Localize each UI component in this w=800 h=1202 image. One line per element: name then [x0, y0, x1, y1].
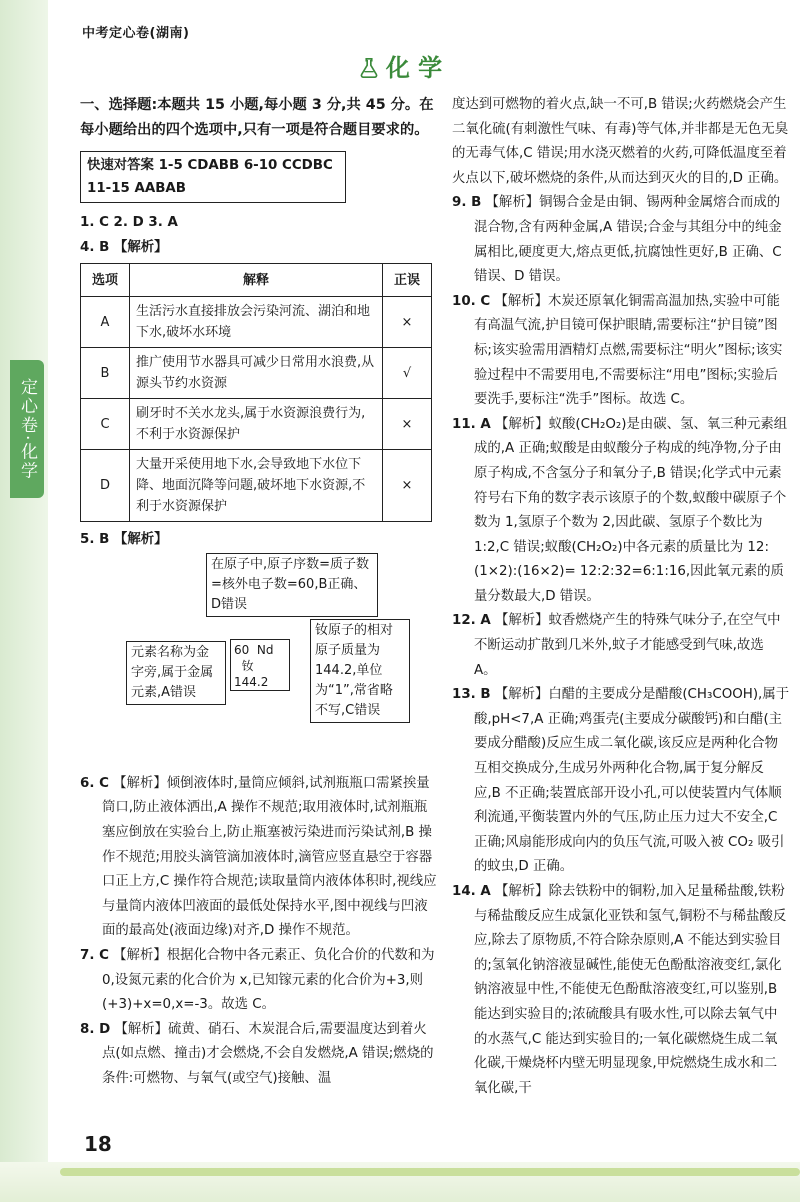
answer-text: 【解析】木炭还原氧化铜需高温加热,实验中可能有高温气流,护目镜可保护眼睛,需要标注“护目镜”图标;该实验需用酒精灯点燃,需要标注“明火”图标;该实验过程中不需要用电,不需要标注“用电”图标;实验后要洗手,要标注“洗手”图标。故选 C。 [474, 293, 783, 408]
answer-text: 【解析】倾倒液体时,量筒应倾斜,试剂瓶瓶口需紧挨量筒口,防止液体洒出,A 操作不规范;取用液体时,试剂瓶瓶塞应倒放在实验台上,防止瓶塞被污染进而污染试剂,B 操作不规范;用胶头滴管滴加液体时,滴管应竖直悬空于容器口正上方,C 操作符合规范;读取量筒内液体体积时,视线应与量筒内液体凹液面的最低处保持水平,图中视线与凹液面的最高处(液面边缘)对齐,D 操作不规范。 [102, 775, 437, 939]
answer-paragraph [80, 944, 440, 1018]
cell-mass: 144.2 [234, 674, 269, 689]
q1-3: 1. C 2. D 3. A [80, 215, 178, 230]
answer-paragraph [452, 880, 790, 1101]
answer-paragraph [80, 772, 440, 944]
left-margin-strip [0, 0, 48, 1202]
table-cell-mark: √ [383, 348, 432, 399]
diagram-left-box: 元素名称为金字旁,属于金属元素,A错误 [126, 641, 226, 705]
answer-text: 【解析】白醋的主要成分是醋酸(CH₃COOH),属于酸,pH<7,A 正确;鸡蛋壳(主要成分碳酸钙)和白醋(主要成分醋酸)反应生成二氧化碳,该反应是两种化合物互相交换成分,生成另外两种化合物,属于复分解反应,B 不正确;装置底部开设小孔,可以使装置内气体顺利流通,平衡装置内外的气压,防止压力过大不安全,C 正确;风扇能形成向内的负压气流,可吸入被 CO₂ 吸引的蚊虫,D 正确。 [474, 687, 790, 875]
flask-icon [358, 57, 380, 79]
table-cell-text: 推广使用节水器具可减少日常用水浪费,从源头节约水资源 [130, 348, 383, 399]
page-number: 18 [84, 1132, 112, 1156]
answer-paragraph [452, 413, 790, 610]
quick-answer-line1: 快速对答案 1-5 CDABB 6-10 CCDBC [87, 158, 333, 173]
answer-paragraph [452, 93, 790, 191]
element-diagram [80, 553, 440, 768]
question-number: 13. B [452, 687, 491, 703]
left-paragraphs [80, 772, 440, 1092]
question-number: 8. D [80, 1021, 111, 1037]
cell-name: 钕 [241, 658, 254, 673]
answer-paragraph [452, 191, 790, 289]
answer-paragraph [452, 290, 790, 413]
title-text: 化 学 [385, 54, 443, 82]
question-number: 11. A [452, 416, 491, 432]
answer-text: 【解析】铜锡合金是由铜、锡两种金属熔合而成的混合物,含有两种金属,A 错误;合金与其组分中的纯金属相比,硬度更大,熔点更低,抗腐蚀性更好,B 正确、C 错误、D 错误。 [474, 195, 782, 285]
table-row [81, 399, 432, 450]
answer-paragraph [452, 683, 790, 880]
diagram-right-box: 钕原子的相对原子质量为144.2,单位为“1”,常省略不写,C错误 [310, 619, 410, 723]
explanation-table [80, 263, 432, 522]
quick-answer-box [80, 151, 346, 203]
answer-text: 【解析】除去铁粉中的铜粉,加入足量稀盐酸,铁粉与稀盐酸反应生成氯化亚铁和氢气,铜粉不与稀盐酸反应,除去了原物质,不符合除杂原则,A 不能达到实验目的;氢氧化钠溶液显碱性,能使无色酚酞溶液变红,氯化钠溶液显中性,不能使无色酚酞溶液变红,可以鉴别,B 能达到实验目的;浓硫酸具有吸水性,可以除去氧气中的水蒸气,C 能达到实验目的;一氧化碳燃烧生成二氧化碳,干燥烧杯内壁无明显现象,甲烷燃烧生成水和二氧化碳,干 [474, 884, 787, 1096]
table-row [81, 450, 432, 522]
side-tab: 定心卷·化学 [10, 360, 44, 498]
section-heading: 一、选择题:本题共 15 小题,每小题 3 分,共 45 分。在每小题给出的四个选项中,只有一项是符合题目要求的。 [80, 97, 434, 138]
answer-text: 【解析】硫黄、硝石、木炭混合后,需要温度达到着火点(如点燃、撞击)才会燃烧,不会自发燃烧,A 错误;燃烧的条件:可燃物、与氧气(或空气)接触、温 [102, 1021, 434, 1086]
question-number: 9. B [452, 195, 482, 211]
left-column [80, 93, 440, 1092]
header-left: 中考定心卷(湖南) [82, 26, 190, 41]
element-cell [230, 639, 290, 691]
footer-band [0, 1162, 800, 1202]
answer-text: 【解析】蚊香燃烧产生的特殊气味分子,在空气中不断运动扩散到几米外,蚊子才能感受到气味,故选 A。 [474, 613, 781, 678]
answer-text: 【解析】根据化合物中各元素正、负化合价的代数和为 0,设氮元素的化合价为 x,已知镓元素的化合价为+3,则(+3)+x=0,x=-3。故选 C。 [102, 947, 435, 1013]
footer-bar [60, 1168, 800, 1176]
table-cell-text: 生活污水直接排放会污染河流、湖泊和地下水,破坏水环境 [130, 297, 383, 348]
table-cell-option: B [81, 348, 130, 399]
table-row [81, 297, 432, 348]
answer-text: 度达到可燃物的着火点,缺一不可,B 错误;火药燃烧会产生二氧化硫(有刺激性气味、有毒)等气体,并非都是无色无臭的无毒气体,C 错误;用水浇灭燃着的火药,可降低温度至着火点以下,破坏燃烧的条件,从而达到灭火的目的,D 正确。 [452, 97, 789, 186]
answer-paragraph [80, 1018, 440, 1092]
right-column [452, 93, 790, 1101]
cell-number: 60 [234, 642, 250, 657]
table-cell-option: A [81, 297, 130, 348]
table-row [81, 348, 432, 399]
table-header: 选项 [81, 264, 130, 297]
table-cell-mark: × [383, 399, 432, 450]
table-cell-mark: × [383, 450, 432, 522]
question-number: 7. C [80, 947, 109, 963]
table-header-row [81, 264, 432, 297]
table-cell-option: D [81, 450, 130, 522]
answer-paragraph [452, 609, 790, 683]
table-cell-option: C [81, 399, 130, 450]
table-header: 正误 [383, 264, 432, 297]
table-cell-mark: × [383, 297, 432, 348]
q4-head: 4. B 【解析】 [80, 239, 168, 255]
question-number: 14. A [452, 884, 491, 899]
quick-answer-line2: 11-15 AABAB [87, 181, 186, 196]
q5-head: 5. B 【解析】 [80, 532, 168, 548]
diagram-top-box: 在原子中,原子序数=质子数=核外电子数=60,B正确、D错误 [206, 553, 378, 617]
table-cell-text: 大量开采使用地下水,会导致地下水位下降、地面沉降等问题,破坏地下水资源,不利于水资源保护 [130, 450, 383, 522]
question-number: 12. A [452, 613, 491, 629]
answer-text: 【解析】蚁酸(CH₂O₂)是由碳、氢、氧三种元素组成的,A 正确;蚁酸是由蚁酸分子构成的纯净物,分子由原子构成,不含氢分子和氧分子,B 错误;化学式中元素符号右下角的数字表示该原子的个数,蚁酸中碳原子个数为 1,氢原子个数为 2,因此碳、氢原子个数比为 1:2,C 错误;蚁酸(CH₂O₂)中各元素的质量比为 12:(1×2):(16×2)= 12:2:32=6:1:16,因此氧元素的质量分数最大,D 错误。 [474, 416, 788, 604]
page-title [0, 48, 800, 83]
table-cell-text: 刷牙时不关水龙头,属于水资源浪费行为,不利于水资源保护 [130, 399, 383, 450]
cell-symbol: Nd [256, 642, 274, 657]
question-number: 6. C [80, 775, 109, 791]
table-header: 解释 [130, 264, 383, 297]
question-number: 10. C [452, 293, 491, 309]
